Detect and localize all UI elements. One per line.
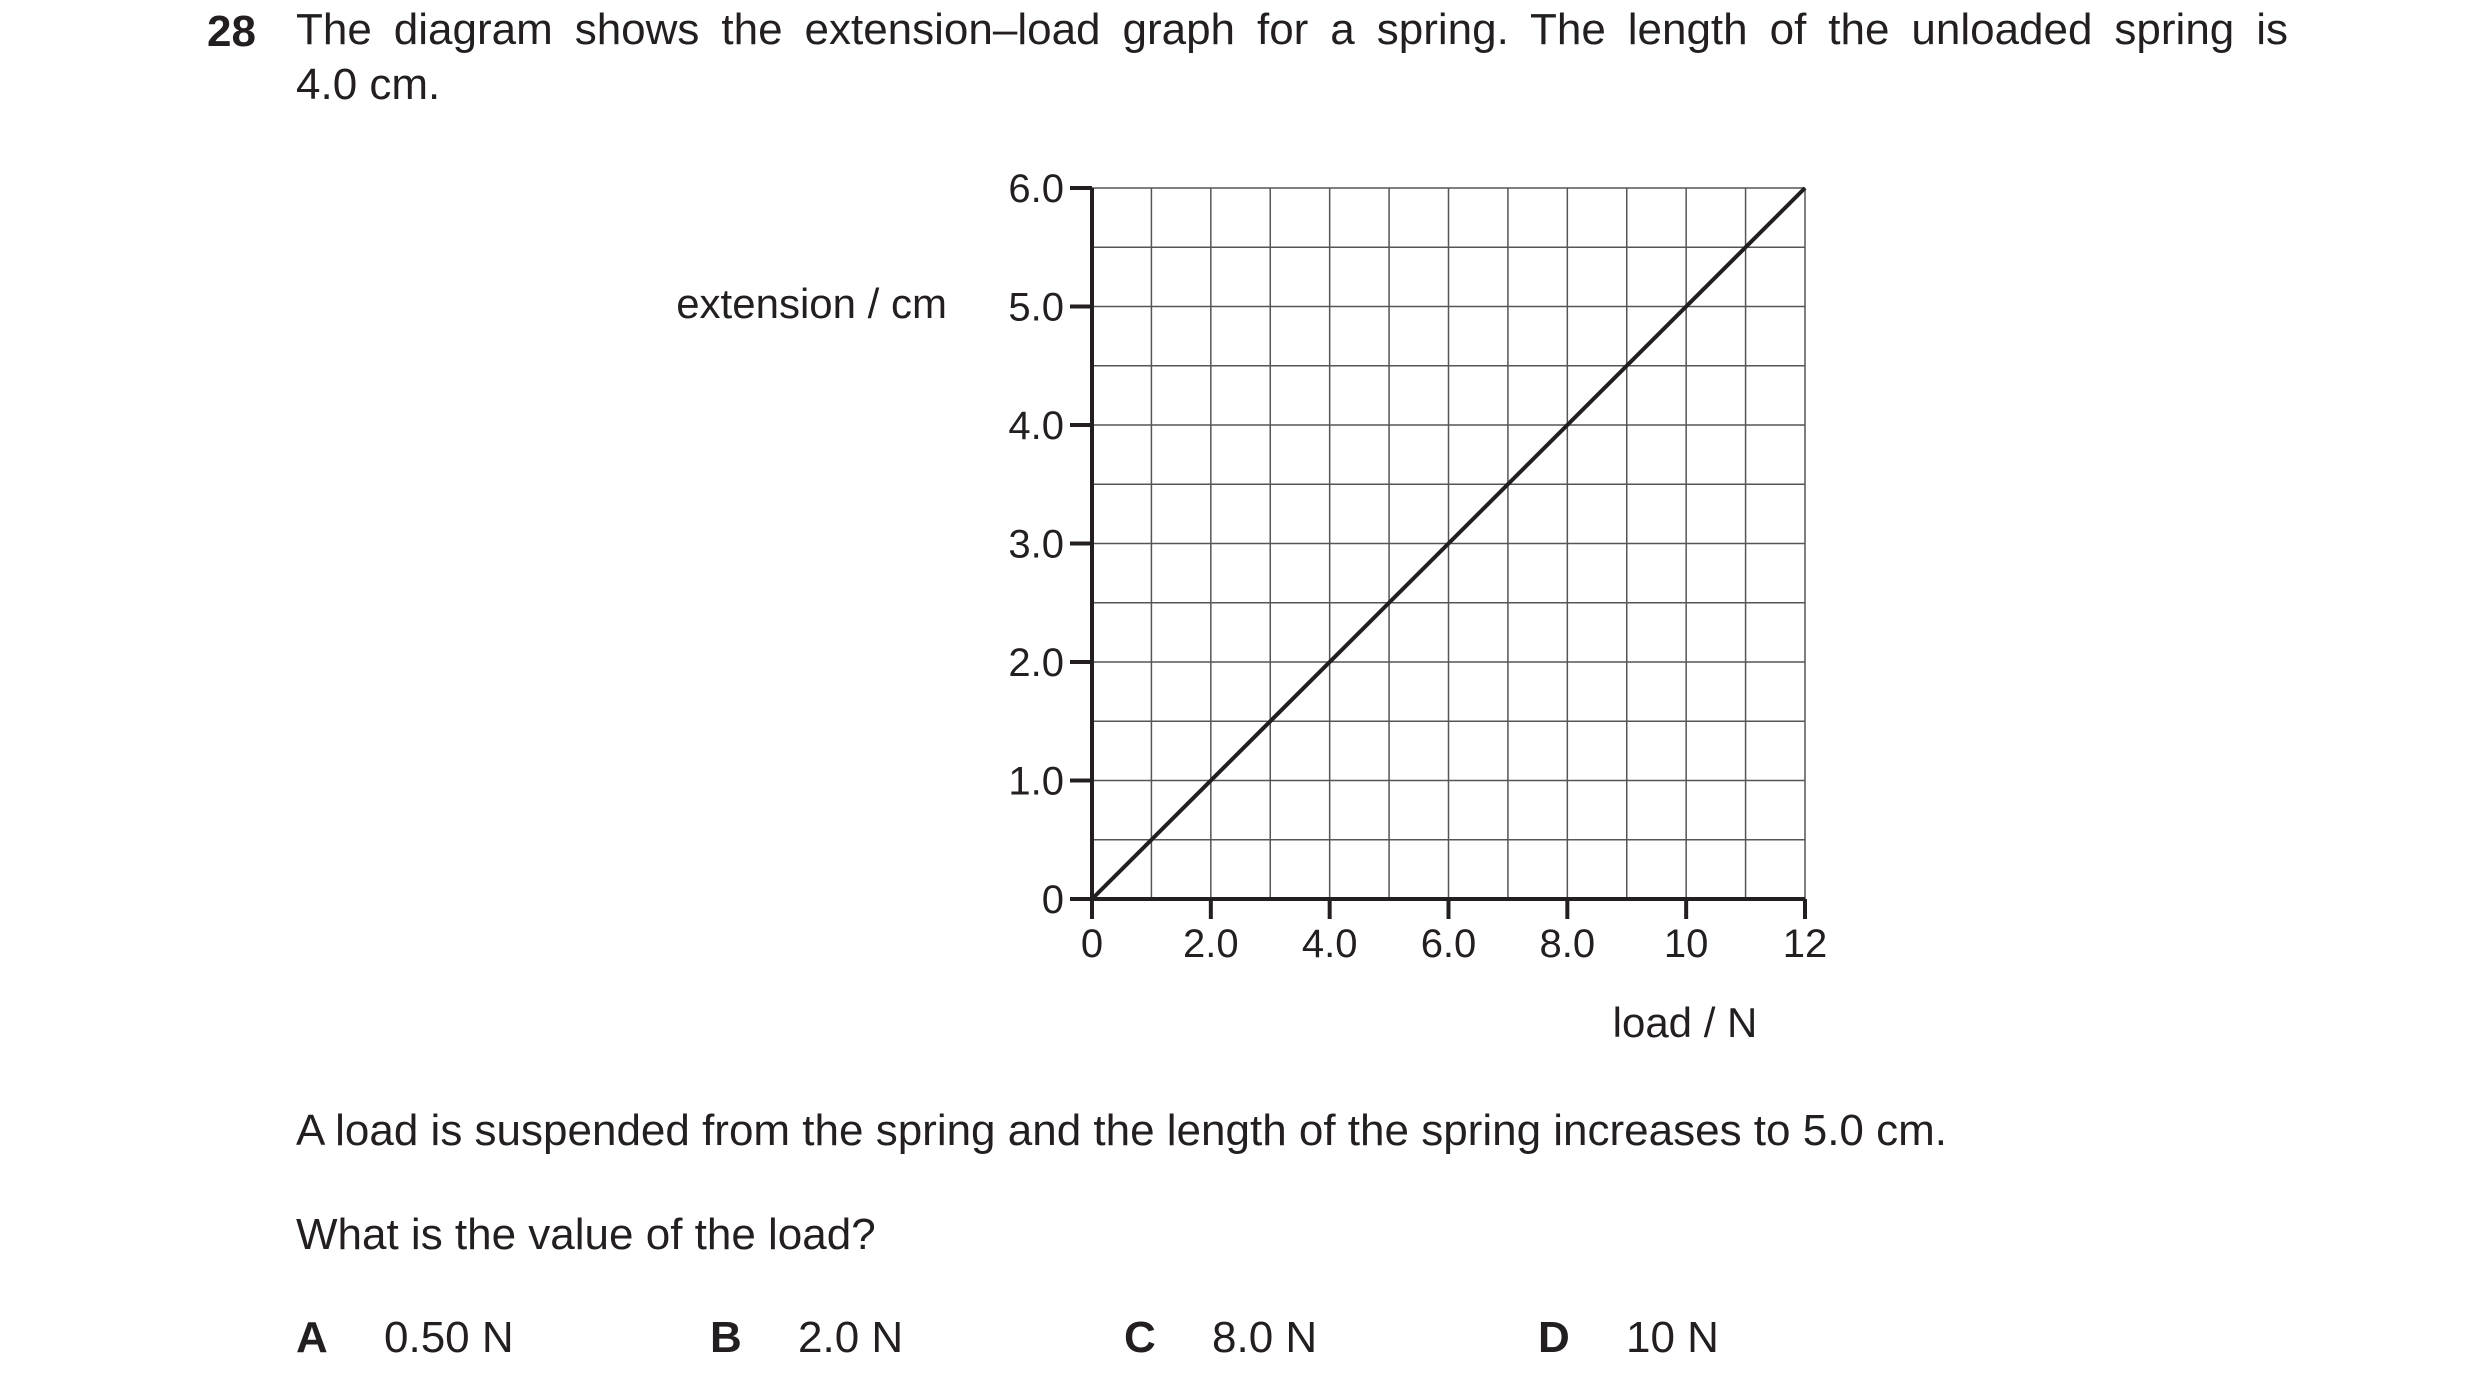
option-c-text: 8.0 N (1212, 1313, 1318, 1362)
x-tick-label: 0 (1080, 922, 1104, 966)
option-a[interactable] (296, 1308, 514, 1368)
y-tick-label: 0 (1041, 878, 1064, 922)
question-prompt: What is the value of the load? (296, 1210, 876, 1259)
question-body: A load is suspended from the spring and the length of the spring increases to 5.0 cm. (296, 1106, 1947, 1155)
option-b-text: 2.0 N (798, 1313, 904, 1362)
y-tick-label: 1.0 (1008, 759, 1064, 804)
x-tick-label: 12 (1782, 922, 1828, 966)
x-tick-label: 8.0 (1539, 922, 1596, 966)
option-c-letter: C (1124, 1313, 1156, 1362)
option-a-text: 0.50 N (384, 1313, 514, 1362)
x-axis-label: load / N (1612, 999, 1758, 1046)
y-tick-label: 4.0 (1008, 404, 1064, 448)
x-tick-label: 6.0 (1420, 922, 1477, 966)
option-c[interactable] (1124, 1308, 1317, 1368)
x-tick-label: 10 (1663, 922, 1709, 966)
y-tick-label: 2.0 (1008, 641, 1064, 685)
question-stem-line-2: 4.0 cm. (296, 60, 441, 109)
option-d-letter: D (1538, 1313, 1570, 1362)
option-d-text: 10 N (1626, 1313, 1719, 1362)
option-b[interactable] (710, 1308, 903, 1368)
question-stem-line-1: The diagram shows the extension–load graph for a spring. The length of the unloaded spring is (296, 5, 2288, 54)
option-d[interactable] (1538, 1308, 1719, 1368)
option-b-letter: B (710, 1313, 742, 1362)
x-tick-label: 4.0 (1301, 922, 1358, 966)
question-number: 28 (207, 7, 256, 56)
y-tick-label: 5.0 (1008, 285, 1064, 330)
y-tick-label: 3.0 (1008, 522, 1064, 567)
y-axis-label: extension / cm (676, 280, 947, 327)
y-tick-label: 6.0 (1008, 167, 1064, 211)
option-a-letter: A (296, 1313, 328, 1362)
answer-options (296, 1308, 2196, 1368)
x-tick-label: 2.0 (1183, 922, 1239, 966)
